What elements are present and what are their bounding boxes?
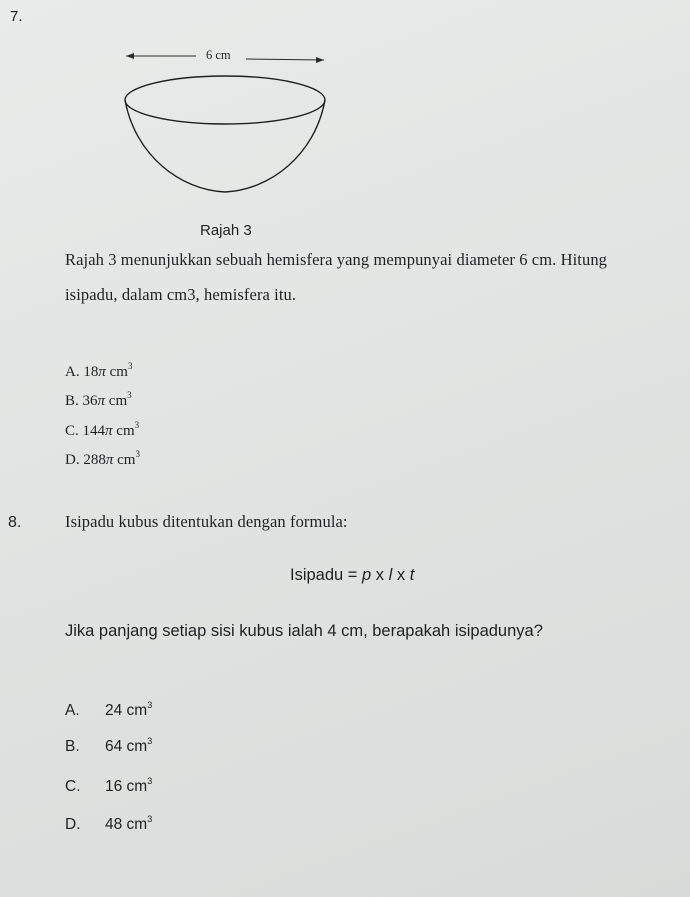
hemisphere-figure [100, 40, 350, 220]
q8-option-d[interactable] [65, 816, 152, 834]
formula-p: p [362, 566, 372, 584]
option-letter: A. [65, 364, 80, 380]
q7-option-d[interactable] [65, 449, 140, 469]
figure-caption: Rajah 3 [200, 222, 252, 239]
q7-option-b[interactable] [65, 390, 132, 410]
option-coefficient: 144 [82, 423, 106, 439]
option-unit: cm [109, 364, 128, 380]
option-letter: B. [65, 738, 80, 755]
option-letter: A. [65, 702, 80, 719]
option-letter: C. [65, 778, 81, 795]
formula-times-2: x [392, 566, 410, 584]
question-7-number: 7. [10, 8, 23, 25]
option-exponent: 3 [147, 814, 153, 824]
option-value: 48 cm [105, 816, 148, 833]
option-unit: cm [116, 423, 135, 439]
option-value: 24 cm [105, 702, 148, 719]
option-unit: cm [108, 393, 128, 409]
volume-formula [290, 566, 414, 585]
dimension-arrow-left [126, 53, 134, 59]
option-exponent: 3 [147, 736, 153, 746]
pi-symbol: π [105, 452, 114, 468]
option-exponent: 3 [127, 390, 132, 400]
option-letter: D. [65, 452, 80, 468]
option-exponent: 3 [147, 700, 153, 710]
option-value: 16 cm [105, 778, 148, 795]
option-exponent: 3 [147, 776, 153, 786]
dimension-label: 6 cm [206, 48, 231, 62]
question-8-number: 8. [8, 514, 22, 531]
hemisphere-rim [125, 76, 325, 124]
option-unit: cm [117, 452, 136, 468]
question-8-text: Jika panjang setiap sisi kubus ialah 4 cm, berapakah isipadunya? [65, 622, 543, 640]
pi-symbol: π [98, 364, 106, 380]
question-8-intro: Isipadu kubus ditentukan dengan formula: [65, 512, 348, 531]
option-letter: B. [65, 393, 79, 409]
option-coefficient: 288 [83, 452, 106, 468]
hemisphere-bowl [125, 100, 325, 192]
option-coefficient: 36 [82, 393, 98, 409]
question-7-text-line-1: Rajah 3 menunjukkan sebuah hemisfera yang mempunyai diameter 6 cm. Hitung [65, 250, 608, 269]
dimension-arrow-right [316, 57, 324, 63]
q7-option-a[interactable] [65, 361, 133, 381]
option-value: 64 cm [105, 738, 148, 755]
formula-l: l [388, 566, 393, 584]
q8-option-b[interactable] [65, 738, 152, 756]
option-letter: D. [65, 816, 81, 833]
q7-option-c[interactable] [65, 420, 140, 440]
pi-symbol: π [105, 423, 113, 439]
option-exponent: 3 [127, 361, 133, 371]
question-7-text-line-2: isipadu, dalam cm3, hemisfera itu. [65, 285, 297, 304]
option-letter: C. [65, 423, 79, 439]
option-exponent: 3 [135, 449, 140, 459]
q8-option-a[interactable] [65, 702, 152, 720]
q8-option-c[interactable] [65, 778, 152, 796]
pi-symbol: π [97, 393, 106, 409]
option-exponent: 3 [134, 420, 140, 430]
option-coefficient: 18 [83, 364, 99, 380]
dimension-line-right [246, 59, 324, 60]
formula-lhs: Isipadu = [290, 566, 363, 584]
hemisphere-diagram [100, 40, 350, 215]
formula-t: t [409, 566, 415, 584]
formula-times-1: x [371, 566, 389, 584]
